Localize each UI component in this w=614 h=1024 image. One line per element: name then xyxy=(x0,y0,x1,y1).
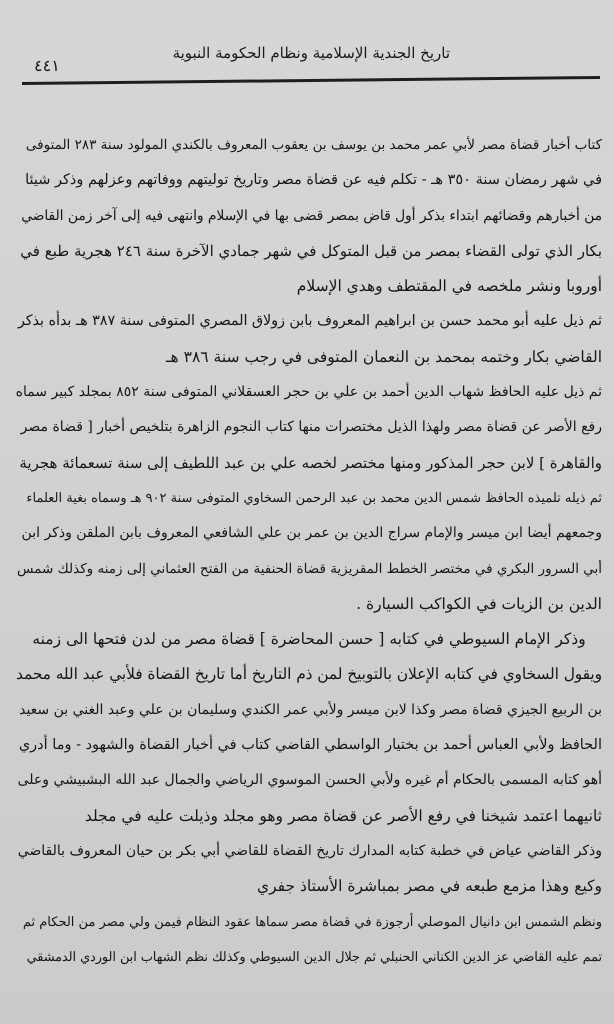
text-line-22: وكيع وهذا مزمع طبعه في مصر بمباشرة الأستاذ جفري xyxy=(256,877,602,896)
text-line-15: وذكر الإمام السيوطي في كتابه [ حسن المحاضرة ] قضاة مصر من لدن فتحها الى زمنه xyxy=(32,630,586,649)
text-line-9: رفع الأصر عن قضاة مصر ولهذا الذيل مختصرات منها كتاب النجوم الزاهرة بتلخيص أخبار [ قضاة مصر xyxy=(20,419,602,436)
text-line-1: كتاب أخبار قضاة مصر لأبي عمر محمد بن يوسف بن يعقوب المعروف بالكندي المولود سنة ٢٨٣ المتوفى xyxy=(25,137,602,153)
text-line-11: ثم ذيله تلميذه الحافظ شمس الدين محمد بن عبد الرحمن السخاوي المتوفى سنة ٩٠٢ هـ وسماه بغية العلماء xyxy=(26,490,602,506)
text-line-14: الدين بن الزيات في الكواكب السيارة . xyxy=(356,594,602,613)
text-line-18: الحافظ ولأبي العباس أحمد بن بختيار الواسطي القاضي كتاب في أخبار القضاة والشهود - وما أدري xyxy=(18,737,602,754)
text-line-20: ثانيهما اعتمد شيخنا في رفع الأصر عن قضاة مصر وهو مجلد وذيلت عليه في مجلد xyxy=(84,806,602,825)
text-line-19: أهو كتابه المسمى بالحكام أم غيره ولأبي الحسن الموسوي الرياضي والجمال عبد الله البشبيشي وعلى xyxy=(17,772,602,789)
body-text xyxy=(16,128,602,975)
running-title: تاريخ الجندية الإسلامية ونظام الحكومة النبوية xyxy=(172,44,450,62)
text-line-4: بكار الذي تولى القضاء بمصر من قبل المتوكل في شهر جمادي الآخرة سنة ٢٤٦ هجرية طبع في xyxy=(20,241,602,260)
text-line-3: من أخبارهم وقضائهم ابتداء بذكر أول قاض بمصر قضى بها في الإسلام وانتهى فيه إلى آخر زمن القاضي xyxy=(21,207,602,224)
text-line-13: أبي السرور البكري في مختصر الخطط المقريزية قضاة الحنفية من الفتح العثماني إلى زمنه وكذلك شمس xyxy=(17,560,602,577)
text-line-12: وجمعهم أيضا ابن ميسر والإمام سراج الدين بن عمر بن علي الشافعي المعروف بابن الملقن وذكر ابن xyxy=(21,525,602,542)
text-line-21: وذكر القاضي عياض في خطبة كتابه المدارك تاريخ القضاة للقاضي أبي بكر بن حيان المعروف بالقاضي xyxy=(17,842,602,859)
page-header xyxy=(22,38,600,94)
text-line-10: والقاهرة ] لابن حجر المذكور ومنها مختصر لخصه علي بن عبد اللطيف إلى سنة تسعمائة هجرية xyxy=(19,453,602,472)
text-line-17: بن الربيع الجيزي قضاة مصر وكذا لابن ميسر ولأبي عمر الكندي وسليمان بن علي وعبد الغني بن سعيد xyxy=(19,701,602,718)
text-line-2: في شهر رمضان سنة ٣٥٠ هـ - تكلم فيه عن قضاة مصر وتاريخ توليتهم ووفاتهم وعزلهم وذكر شيئا xyxy=(25,172,602,189)
text-line-6: ثم ذيل عليه أبو محمد حسن بن ابراهيم المعروف بابن زولاق المصري المتوفى سنة ٣٨٧ هـ بدأه بذكر xyxy=(17,313,602,330)
text-line-8: ثم ذيل عليه الحافظ شهاب الدين أحمد بن علي بن حجر العسقلاني المتوفى سنة ٨٥٢ بمجلد كبير سماه xyxy=(16,384,602,401)
text-line-5: أوروبا ونشر ملخصه في المقتطف وهدي الإسلام xyxy=(296,277,602,296)
page-number: ٤٤١ xyxy=(34,56,60,75)
text-line-23: ونظم الشمس ابن دانيال الموصلي أرجوزة في قضاة مصر سماها عقود النظام فيمن ولي مصر من الحكام ثم xyxy=(22,914,602,930)
text-line-24: تمم عليه القاضي عز الدين الكناني الحنبلي ثم جلال الدين السيوطي وكذلك نظم الشهاب ابن الوردي الدمشقي xyxy=(26,949,602,965)
text-line-16: ويقول السخاوي في كتابه الإعلان بالتوبيخ لمن ذم التاريخ أما تاريخ القضاة فلأبي عبد الله محمد xyxy=(16,665,602,684)
text-line-7: القاضي بكار وختمه بمحمد بن النعمان المتوفى في رجب سنة ٣٨٦ هـ xyxy=(165,347,602,366)
header-rule xyxy=(22,76,600,85)
